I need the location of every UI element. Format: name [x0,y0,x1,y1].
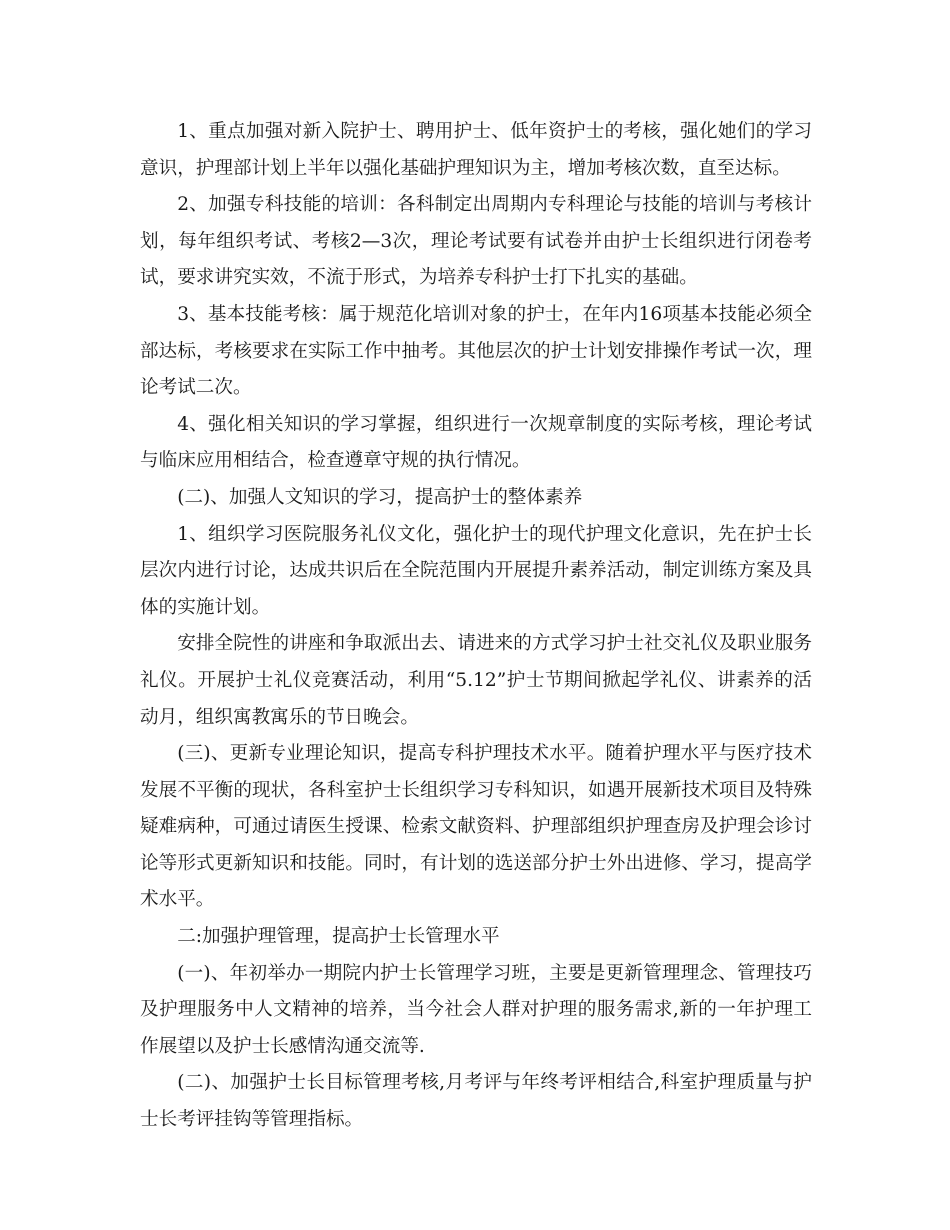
section-heading-3: (三)、更新专业理论知识，提高专科护理技术水平。随着护理水平与医疗技术发展不平衡的现状，各科室护士长组织学习专科知识，如遇开展新技术项目及特殊疑难病种，可通过请医生授课、检索文献资料、护理部组织护理查房及护理会诊讨论等形式更新知识和技能。同时，有计划的选送部分护士外出进修、学习，提高学术水平。 [140,743,812,911]
paragraph-4: 4、强化相关知识的学习掌握，组织进行一次规章制度的实际考核，理论考试与临床应用相结合，检查遵章守规的执行情况。 [140,413,812,472]
paragraph-5: 1、组织学习医院服务礼仪文化，强化护士的现代护理文化意识，先在护士长层次内进行讨论，达成共识后在全院范围内开展提升素养活动，制定训练方案及具体的实施计划。 [140,523,812,618]
chapter-heading-2: 二:加强护理管理，提高护士长管理水平 [177,926,500,948]
paragraph-7: (一)、年初举办一期院内护士长管理学习班，主要是更新管理理念、管理技巧及护理服务中人文精神的培养，当今社会人群对护理的服务需求,新的一年护理工作展望以及护士长感情沟通交流等. [140,962,812,1057]
paragraph-6: 安排全院性的讲座和争取派出去、请进来的方式学习护士社交礼仪及职业服务礼仪。开展护士礼仪竞赛活动，利用“5.12”护士节期间掀起学礼仪、讲素养的活动月，组织寓教寓乐的节日晚会。 [140,633,812,728]
section-heading-2: (二)、加强人文知识的学习，提高护士的整体素养 [177,486,583,508]
paragraph-2: 2、加强专科技能的培训：各科制定出周期内专科理论与技能的培训与考核计划，每年组织考试、考核2—3次，理论考试要有试卷并由护士长组织进行闭卷考试，要求讲究实效，不流于形式，为培养专科护士打下扎实的基础。 [140,194,812,289]
document-body [140,114,812,1139]
paragraph-1: 1、重点加强对新入院护士、聘用护士、低年资护士的考核，强化她们的学习意识，护理部计划上半年以强化基础护理知识为主，增加考核次数，直至达标。 [140,121,812,179]
paragraph-3: 3、基本技能考核：属于规范化培训对象的护士，在年内16项基本技能必须全部达标，考核要求在实际工作中抽考。其他层次的护士计划安排操作考试一次，理论考试二次。 [140,303,812,399]
paragraph-8: (二)、加强护士长目标管理考核,月考评与年终考评相结合,科室护理质量与护士长考评挂钩等管理指标。 [140,1072,812,1131]
